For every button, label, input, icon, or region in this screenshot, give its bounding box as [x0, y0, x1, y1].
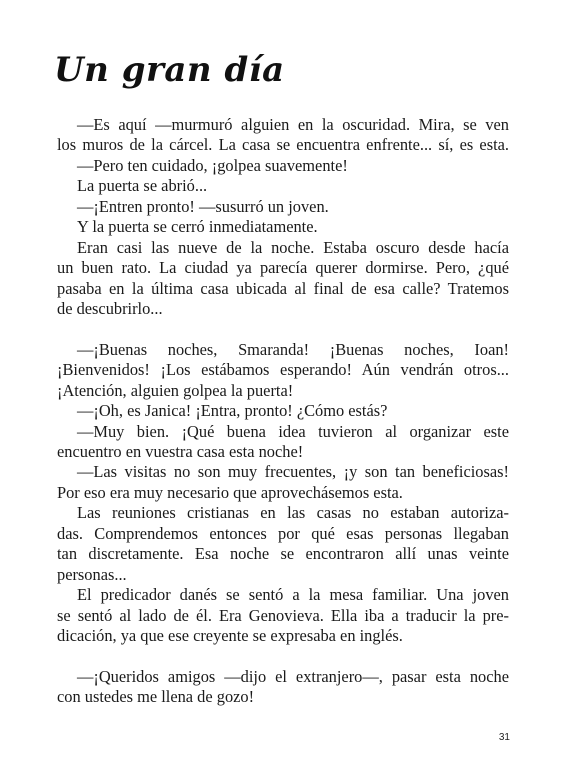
- text-line: —¡Oh, es Janica! ¡Entra, pronto! ¿Cómo estás?: [77, 401, 388, 421]
- text-line: personas...: [57, 564, 127, 584]
- text-line: con ustedes me llena de gozo!: [57, 687, 255, 707]
- text-line: se sentó al lado de él. Era Genovieva. Ella iba a traducir la pre-: [57, 605, 509, 625]
- text-line: —¡Queridos amigos —dijo el extranjero—, pasar esta noche: [77, 666, 509, 686]
- text-line: —Pero ten cuidado, ¡golpea suavemente!: [77, 155, 348, 175]
- paragraph-gap: [57, 319, 509, 339]
- text-line: La puerta se abrió...: [77, 176, 208, 196]
- text-line: El predicador danés se sentó a la mesa familiar. Una joven: [77, 585, 509, 605]
- text-line: —Es aquí —murmuró alguien en la oscuridad. Mira, se ven: [77, 115, 509, 134]
- text-line: ¡Bienvenidos! ¡Los estábamos esperando! Aún vendrán otros...: [57, 360, 509, 380]
- text-line: ¡Atención, alguien golpea la puerta!: [57, 380, 294, 400]
- text-line: un buen rato. La ciudad ya parecía querer dormirse. Pero, ¿qué: [57, 258, 509, 278]
- text-line: Las reuniones cristianas en las casas no estaban autoriza-: [77, 503, 509, 523]
- chapter-body: [57, 115, 509, 708]
- text-line: pasaba en la última casa ubicada al final de esa calle? Tratemos: [57, 278, 509, 298]
- text-line: —Muy bien. ¡Qué buena idea tuvieron al organizar este: [77, 421, 509, 441]
- page-number: 31: [498, 732, 510, 743]
- text-line: tan discretamente. Esa noche se encontraron allí unas veinte: [57, 544, 509, 564]
- text-line: —Las visitas no son muy frecuentes, ¡y son tan beneficiosas!: [77, 462, 509, 482]
- text-line: de descubrirlo...: [57, 298, 163, 318]
- text-line: —¡Buenas noches, Smaranda! ¡Buenas noches, Ioan!: [77, 339, 509, 359]
- text-line: dicación, ya que ese creyente se expresaba en inglés.: [57, 625, 403, 645]
- paragraph-gap: [57, 646, 509, 666]
- text-line: das. Comprendemos entonces por qué esas personas llegaban: [57, 523, 509, 543]
- text-line: —¡Entren pronto! —susurró un joven.: [77, 196, 329, 216]
- text-line: Eran casi las nueve de la noche. Estaba oscuro desde hacía: [77, 237, 509, 257]
- chapter-title: Un gran día: [54, 50, 285, 90]
- text-line: encuentro en vuestra casa esta noche!: [57, 442, 304, 461]
- text-line: Y la puerta se cerró inmediatamente.: [77, 217, 318, 237]
- text-line: Por eso era muy necesario que aprovechásemos esta.: [57, 482, 403, 502]
- text-line: los muros de la cárcel. La casa se encuentra enfrente... sí, es esta.: [57, 135, 509, 155]
